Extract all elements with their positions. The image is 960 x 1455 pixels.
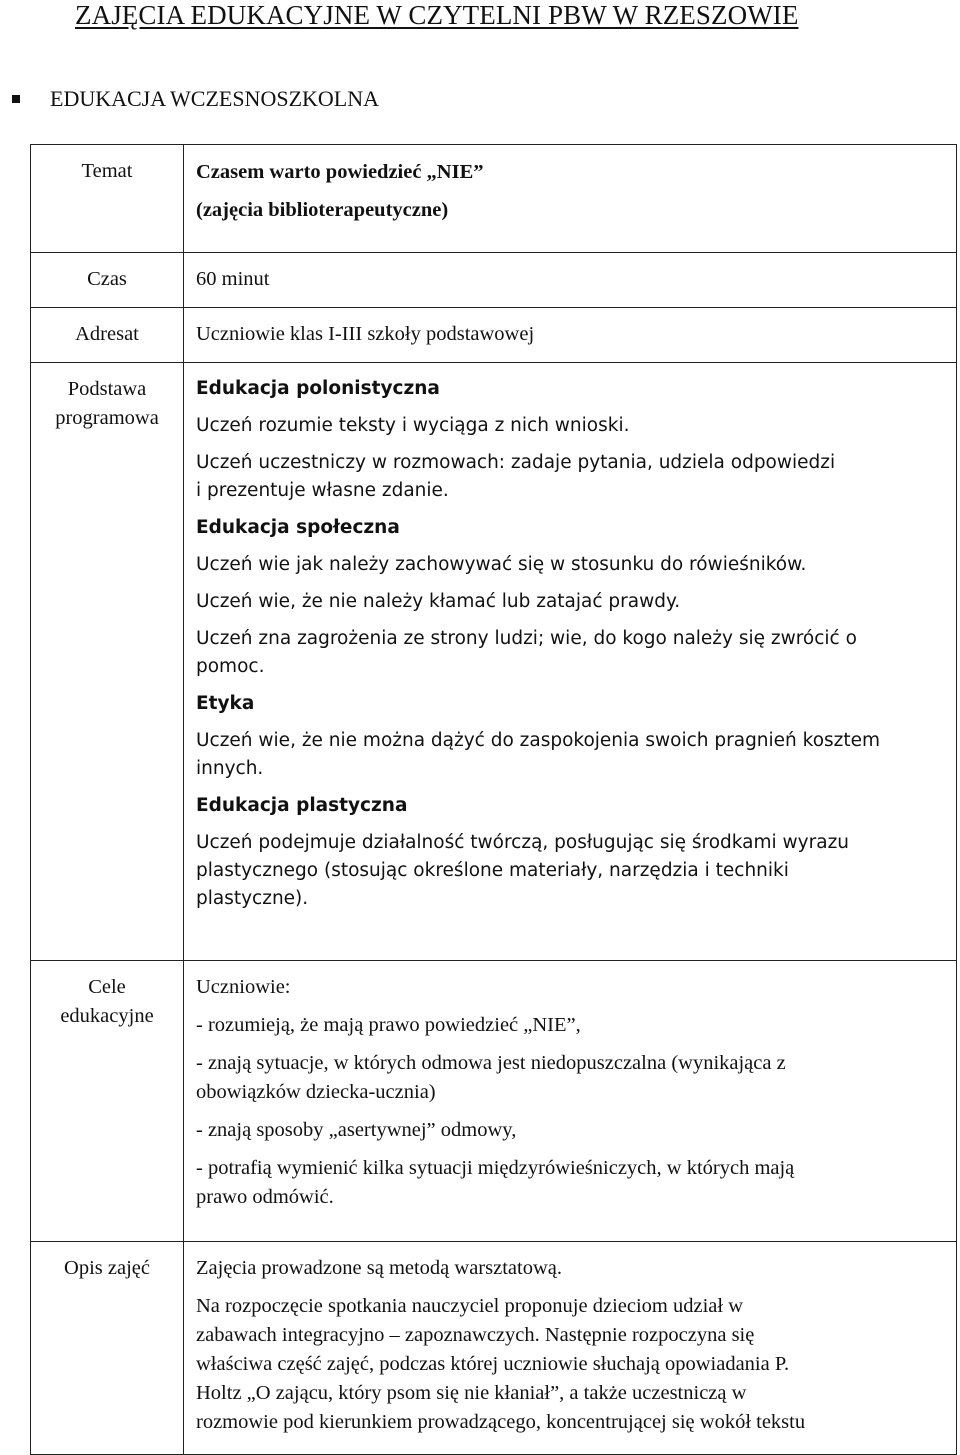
plastyczna-item1-line2: plastycznego (stosując określone materiały, narzędzia i techniki — [196, 860, 789, 881]
label-podstawa — [31, 363, 184, 961]
czas-value: 60 minut — [196, 268, 270, 290]
label-adresat-text: Adresat — [75, 323, 139, 345]
polonistyczna-item2-line1: Uczeń uczestniczy w rozmowach: zadaje pytania, udziela odpowiedzi — [196, 452, 836, 473]
label-czas — [31, 253, 184, 308]
opis-para-line5: rozmowie pod kierunkiem prowadzącego, koncentrującej się wokół tekstu — [196, 1411, 806, 1433]
content-cele — [184, 961, 957, 1242]
content-podstawa — [184, 363, 957, 961]
square-bullet-icon — [12, 95, 20, 103]
spoleczna-item3-line1: Uczeń zna zagrożenia ze strony ludzi; wie, do kogo należy się zwrócić o — [196, 628, 857, 649]
content-opis — [184, 1242, 957, 1455]
label-adresat — [31, 308, 184, 363]
content-czas — [184, 253, 957, 308]
temat-subtitle: (zajęcia biblioterapeutyczne) — [196, 199, 449, 221]
row-temat — [31, 145, 957, 253]
polonistyczna-item2-line2: i prezentuje własne zdanie. — [196, 480, 449, 501]
cele-goal2-line1: - znają sytuacje, w których odmowa jest niedopuszczalna (wynikająca z — [196, 1052, 786, 1074]
content-temat — [184, 145, 957, 253]
page-title: ZAJĘCIA EDUKACYJNE W CZYTELNI PBW W RZESZOWIE — [75, 0, 799, 30]
content-adresat — [184, 308, 957, 363]
etyka-item1-line2: innych. — [196, 758, 264, 779]
label-temat-text: Temat — [81, 160, 133, 182]
polonistyczna-item1: Uczeń rozumie teksty i wyciąga z nich wnioski. — [196, 415, 630, 436]
row-podstawa — [31, 363, 957, 961]
cele-goal4-line2: prawo odmówić. — [196, 1186, 334, 1208]
section-heading — [12, 86, 379, 112]
row-opis — [31, 1242, 957, 1455]
opis-line1: Zajęcia prowadzone są metodą warsztatową. — [196, 1257, 562, 1279]
plastyczna-item1-line1: Uczeń podejmuje działalność twórczą, posługując się środkami wyrazu — [196, 832, 850, 853]
label-cele-line2: edukacyjne — [60, 1005, 154, 1027]
cele-intro: Uczniowie: — [196, 976, 291, 998]
plastyczna-item1-line3: plastyczne). — [196, 888, 309, 909]
spoleczna-item3-line2: pomoc. — [196, 656, 265, 677]
cele-goal3: - znają sposoby „asertywnej” odmowy, — [196, 1119, 517, 1141]
heading-etyka: Etyka — [196, 693, 255, 714]
cele-goal2-line2: obowiązków dziecka-ucznia) — [196, 1081, 436, 1103]
lesson-plan-table — [30, 144, 957, 1455]
adresat-value: Uczniowie klas I-III szkoły podstawowej — [196, 323, 535, 345]
label-podstawa-line1: Podstawa — [67, 378, 147, 400]
heading-polonistyczna: Edukacja polonistyczna — [196, 378, 440, 399]
row-cele — [31, 961, 957, 1242]
etyka-item1-line1: Uczeń wie, że nie można dążyć do zaspokojenia swoich pragnień kosztem — [196, 730, 881, 751]
opis-para-line2: zabawach integracyjno – zapoznawczych. Następnie rozpoczyna się — [196, 1324, 755, 1346]
label-opis-text: Opis zajęć — [64, 1257, 150, 1279]
cele-goal4-line1: - potrafią wymienić kilka sytuacji międzyrówieśniczych, w których mają — [196, 1157, 795, 1179]
row-adresat — [31, 308, 957, 363]
label-cele — [31, 961, 184, 1242]
spoleczna-item2: Uczeń wie, że nie należy kłamać lub zatajać prawdy. — [196, 591, 681, 612]
label-temat — [31, 145, 184, 253]
temat-title: Czasem warto powiedzieć „NIE” — [196, 161, 484, 183]
label-opis — [31, 1242, 184, 1455]
opis-para-line3: właściwa część zajęć, podczas której uczniowie słuchają opowiadania P. — [196, 1353, 790, 1375]
label-cele-line1: Cele — [88, 976, 126, 998]
label-czas-text: Czas — [87, 268, 127, 290]
cele-goal1: - rozumieją, że mają prawo powiedzieć „NIE”, — [196, 1014, 581, 1036]
opis-para-line4: Holtz „O zającu, który psom się nie kłaniał”, a także uczestniczą w — [196, 1382, 747, 1404]
section-heading-text: EDUKACJA WCZESNOSZKOLNA — [50, 86, 379, 111]
label-podstawa-line2: programowa — [55, 407, 159, 429]
heading-plastyczna: Edukacja plastyczna — [196, 795, 408, 816]
heading-spoleczna: Edukacja społeczna — [196, 517, 400, 538]
spoleczna-item1: Uczeń wie jak należy zachowywać się w stosunku do rówieśników. — [196, 554, 807, 575]
row-czas — [31, 253, 957, 308]
opis-para-line1: Na rozpoczęcie spotkania nauczyciel proponuje dzieciom udział w — [196, 1295, 743, 1317]
